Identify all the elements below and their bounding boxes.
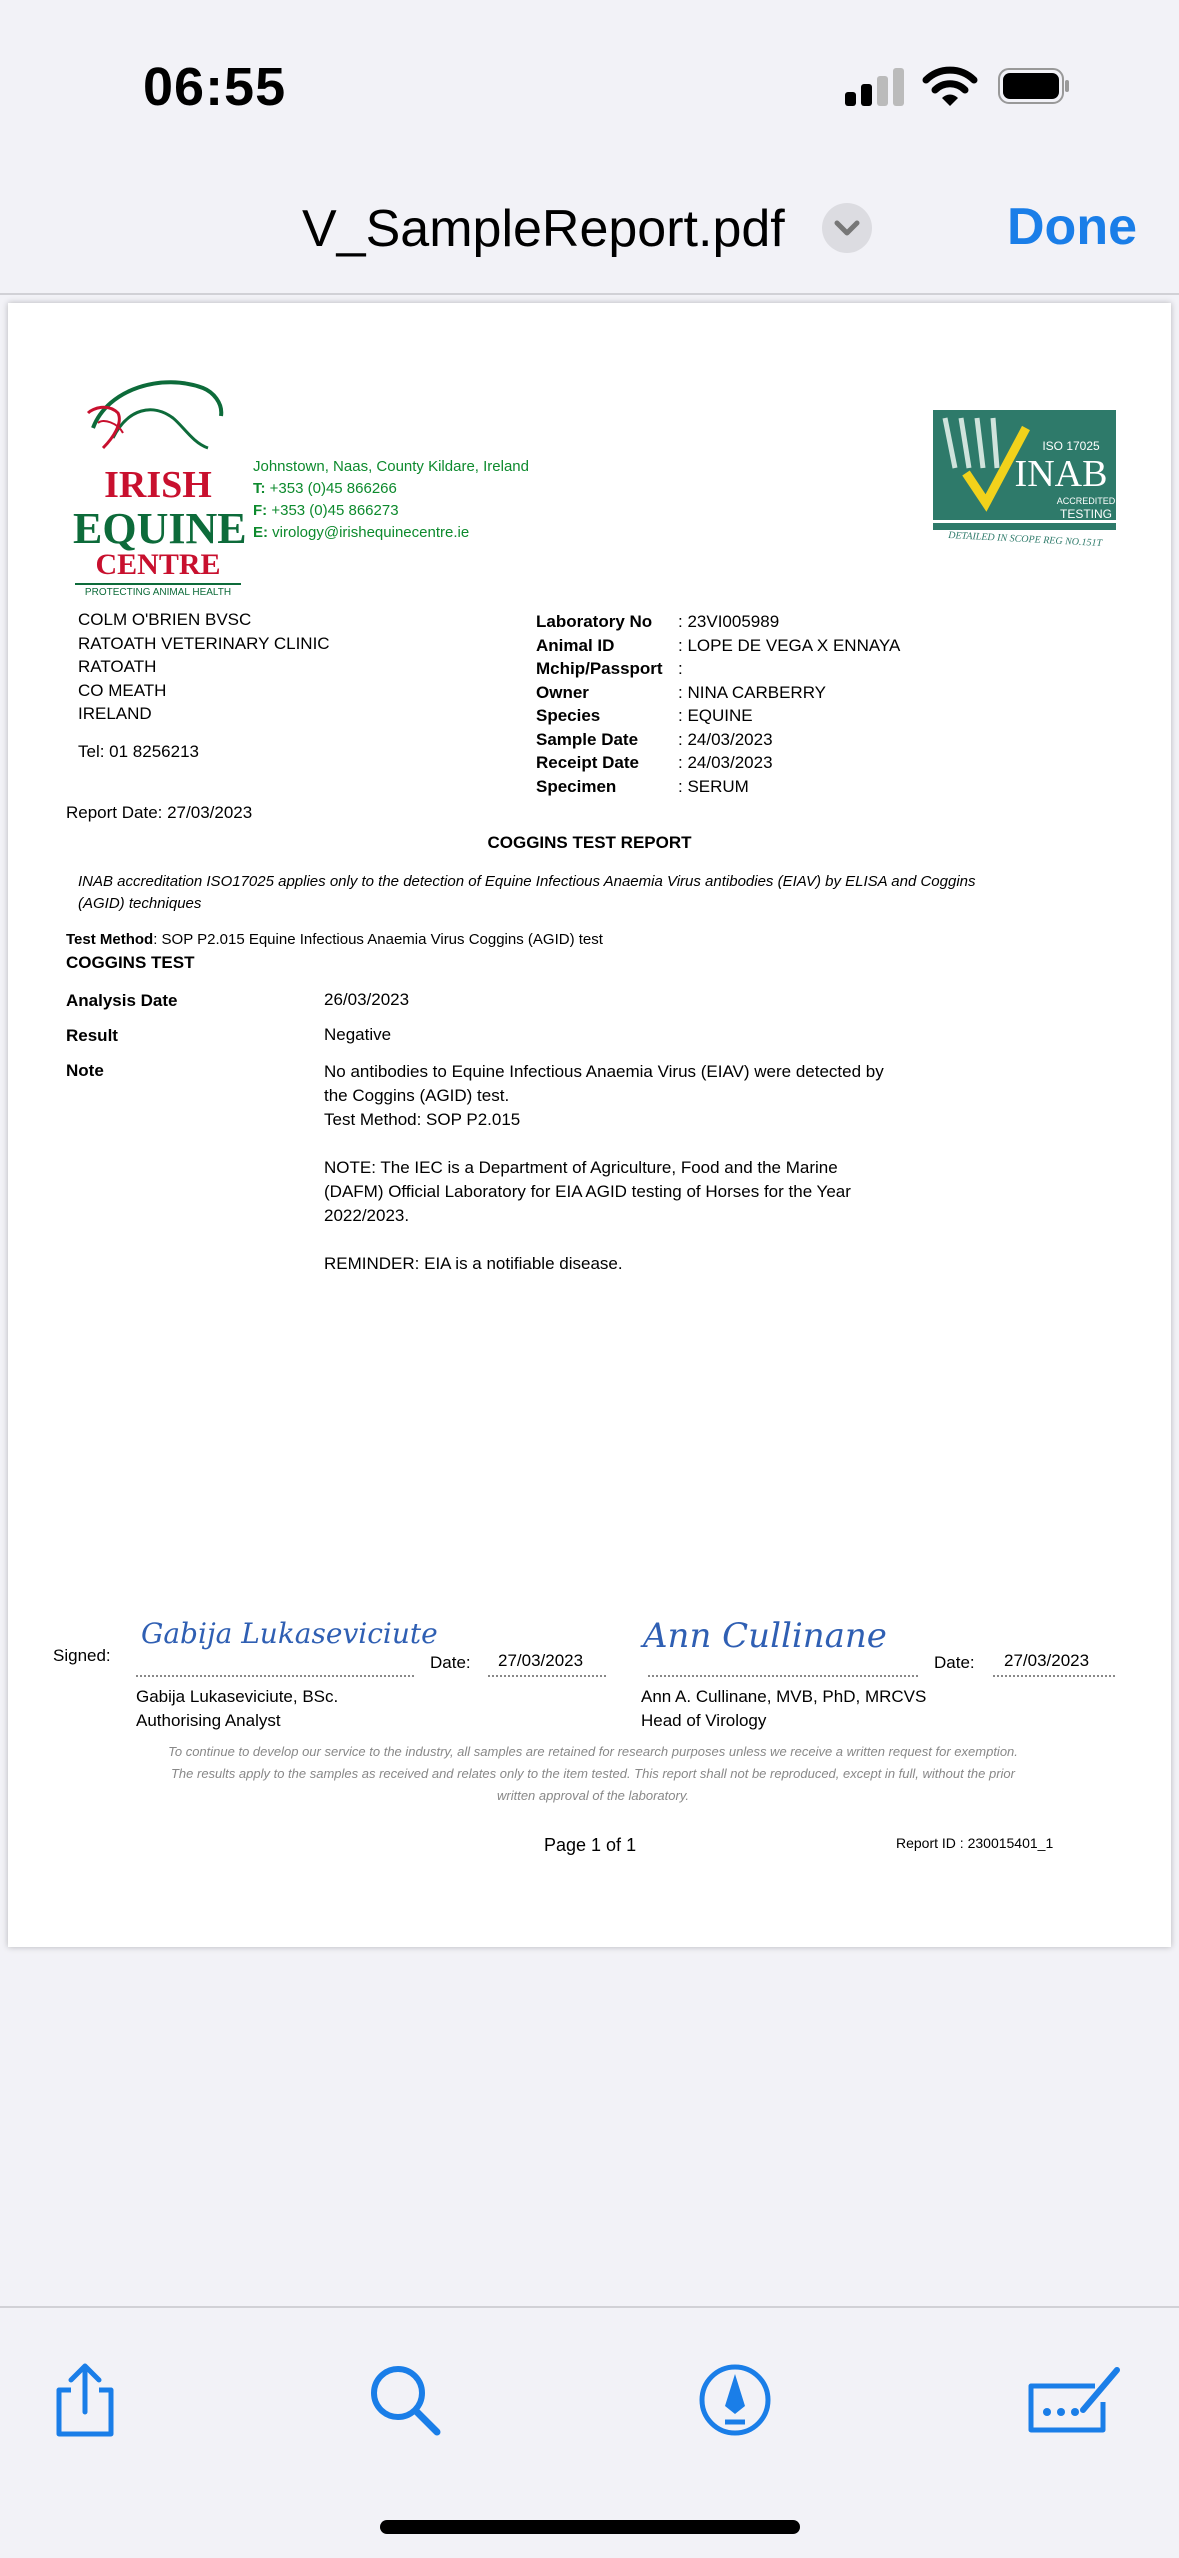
client-address <box>78 608 330 763</box>
date-line <box>993 1675 1115 1677</box>
result-value: Negative <box>324 1025 392 1044</box>
share-button[interactable] <box>45 2360 125 2440</box>
lab-key: Receipt Date <box>536 753 639 772</box>
cellular-signal-icon <box>845 66 905 106</box>
wifi-icon <box>922 64 978 110</box>
lab-details <box>536 610 900 798</box>
inab-accredited: ACCREDITED <box>1056 496 1116 506</box>
analysis-date-value: 26/03/2023 <box>324 990 410 1009</box>
disclaimer-line: written approval of the laboratory. <box>497 1788 689 1803</box>
lab-row <box>536 634 900 658</box>
signer2-role: Head of Virology <box>641 1711 767 1730</box>
inab-iso: ISO 17025 <box>1042 439 1100 453</box>
lab-row <box>536 657 900 681</box>
signer2-name: Ann A. Cullinane, MVB, PhD, MRCVS <box>641 1687 927 1706</box>
client-county: CO MEATH <box>78 680 167 700</box>
centre-address <box>253 456 529 544</box>
fax-number: +353 (0)45 866273 <box>271 502 399 519</box>
email-link[interactable]: virology@irishequinecentre.ie <box>272 524 470 541</box>
signer2-date: 27/03/2023 <box>1004 1651 1090 1670</box>
horse-logo-icon <box>73 368 243 463</box>
lab-row <box>536 681 900 705</box>
signer1-date: 27/03/2023 <box>498 1651 584 1670</box>
lab-value: : SERUM <box>678 776 749 796</box>
lab-value: : EQUINE <box>678 706 753 725</box>
section-title: COGGINS TEST <box>66 953 195 972</box>
signature-analyst <box>136 1608 438 1658</box>
lab-value: : NINA CARBERRY <box>678 682 827 702</box>
lab-value: : 24/03/2023 <box>678 729 773 749</box>
phone-number[interactable]: +353 (0)45 866266 <box>269 480 397 497</box>
search-icon <box>365 2360 445 2440</box>
report-id: Report ID : 230015401_1 <box>896 1835 1054 1851</box>
lab-row <box>536 704 900 728</box>
client-country: IRELAND <box>78 704 152 723</box>
svg-text:Gabija Lukaseviciute: Gabija Lukaseviciute <box>141 1617 438 1650</box>
lab-value: : 24/03/2023 <box>678 753 773 772</box>
email-label: E: <box>253 524 268 541</box>
result-label: Result <box>66 1026 118 1045</box>
svg-text:Ann Cullinane: Ann Cullinane <box>643 1616 887 1656</box>
client-tel: Tel: 01 8256213 <box>78 741 199 761</box>
inab-accreditation-logo <box>931 408 1121 553</box>
page-number: Page 1 of 1 <box>544 1835 637 1855</box>
report-date: Report Date: 27/03/2023 <box>66 803 253 822</box>
lab-row <box>536 751 900 775</box>
date-label: Date: <box>934 1653 975 1672</box>
nav-bar <box>0 175 1179 295</box>
note-line: the Coggins (AGID) test. <box>324 1086 510 1105</box>
status-bar <box>0 0 1179 175</box>
inab-name: INAB <box>1014 453 1108 495</box>
client-clinic: RATOATH VETERINARY CLINIC <box>78 633 330 653</box>
status-time: 06:55 <box>143 57 287 117</box>
phone-label: T: <box>253 480 266 497</box>
client-town: RATOATH <box>78 657 157 676</box>
done-button[interactable]: Done <box>1007 198 1137 256</box>
logo-text-equine: EQUINE <box>73 504 247 553</box>
accreditation-note: INAB accreditation ISO17025 applies only to the detection of Equine Infectious Anaemia Virus antibodies (EIAV) by ELISA and Coggins (AGID) techniques <box>78 873 976 912</box>
note-text <box>324 1060 944 1300</box>
signature-line <box>648 1675 918 1677</box>
inab-testing: TESTING <box>1059 507 1113 521</box>
form-fill-button[interactable] <box>1025 2360 1125 2440</box>
lab-row <box>536 775 900 799</box>
signature-head <box>643 1603 887 1663</box>
lab-key: Owner <box>536 682 589 702</box>
address-line: Johnstown, Naas, County Kildare, Ireland <box>253 458 529 475</box>
inab-scope: DETAILED IN SCOPE REG NO.151T <box>947 529 1103 550</box>
lab-value: : 23VI005989 <box>678 612 780 631</box>
signed-label: Signed: <box>53 1646 111 1665</box>
test-method-value: : SOP P2.015 Equine Infectious Anaemia Virus Coggins (AGID) test <box>153 931 603 948</box>
lab-row <box>536 610 900 634</box>
markup-button[interactable] <box>695 2360 775 2440</box>
document-title[interactable]: V_SampleReport.pdf <box>302 200 785 258</box>
title-menu-button[interactable] <box>822 203 872 253</box>
note-line: 2022/2023. <box>324 1206 410 1225</box>
search-button[interactable] <box>365 2360 445 2440</box>
form-fill-icon <box>1025 2360 1125 2440</box>
lab-value: : LOPE DE VEGA X ENNAYA <box>678 635 901 655</box>
signer1-block <box>136 1685 338 1733</box>
note-line: NOTE: The IEC is a Department of Agriculture, Food and the Marine <box>324 1158 838 1177</box>
lab-key: Laboratory No <box>536 612 653 631</box>
note-line: (DAFM) Official Laboratory for EIA AGID testing of Horses for the Year <box>324 1182 851 1201</box>
bottom-toolbar <box>0 2306 1179 2558</box>
signer2-block <box>641 1685 926 1733</box>
signature-line <box>136 1675 414 1677</box>
disclaimer <box>118 1741 1068 1807</box>
irish-equine-centre-logo <box>73 368 253 598</box>
client-name: COLM O'BRIEN BVSC <box>78 610 252 629</box>
note-line: Test Method: SOP P2.015 <box>324 1110 521 1129</box>
analysis-date-label: Analysis Date <box>66 991 178 1010</box>
report-title: COGGINS TEST REPORT <box>487 833 692 852</box>
lab-key: Animal ID <box>536 635 615 655</box>
lab-key: Specimen <box>536 776 617 796</box>
logo-text-centre: CENTRE <box>95 548 221 581</box>
home-indicator[interactable] <box>380 2520 800 2534</box>
chevron-down-icon <box>822 203 872 253</box>
lab-row <box>536 728 900 752</box>
fax-label: F: <box>253 502 268 519</box>
battery-icon <box>998 68 1070 104</box>
note-line: No antibodies to Equine Infectious Anaemia Virus (EIAV) were detected by <box>324 1062 884 1081</box>
lab-key: Species <box>536 706 601 725</box>
disclaimer-line: The results apply to the samples as received and relates only to the item tested. This report shall not be reproduced, except in full, without the prior <box>170 1766 1015 1781</box>
logo-text-irish: IRISH <box>104 464 212 506</box>
markup-icon <box>695 2360 775 2440</box>
test-method <box>66 931 603 948</box>
test-method-label: Test Method <box>66 931 154 948</box>
signer1-name: Gabija Lukaseviciute, BSc. <box>136 1687 339 1706</box>
note-reminder: REMINDER: EIA is a notifiable disease. <box>324 1254 623 1273</box>
disclaimer-line: To continue to develop our service to the industry, all samples are retained for research purposes unless we receive a written request for exemption. <box>168 1744 1018 1759</box>
logo-tagline: PROTECTING ANIMAL HEALTH <box>75 583 241 598</box>
share-icon <box>45 2360 125 2440</box>
note-label: Note <box>66 1061 104 1080</box>
date-label: Date: <box>430 1653 471 1672</box>
pdf-page[interactable] <box>8 303 1171 1947</box>
lab-key: Sample Date <box>536 729 639 749</box>
date-line <box>488 1675 606 1677</box>
signer1-role: Authorising Analyst <box>136 1711 281 1730</box>
lab-value: : <box>678 659 683 678</box>
lab-key: Mchip/Passport <box>536 659 663 678</box>
